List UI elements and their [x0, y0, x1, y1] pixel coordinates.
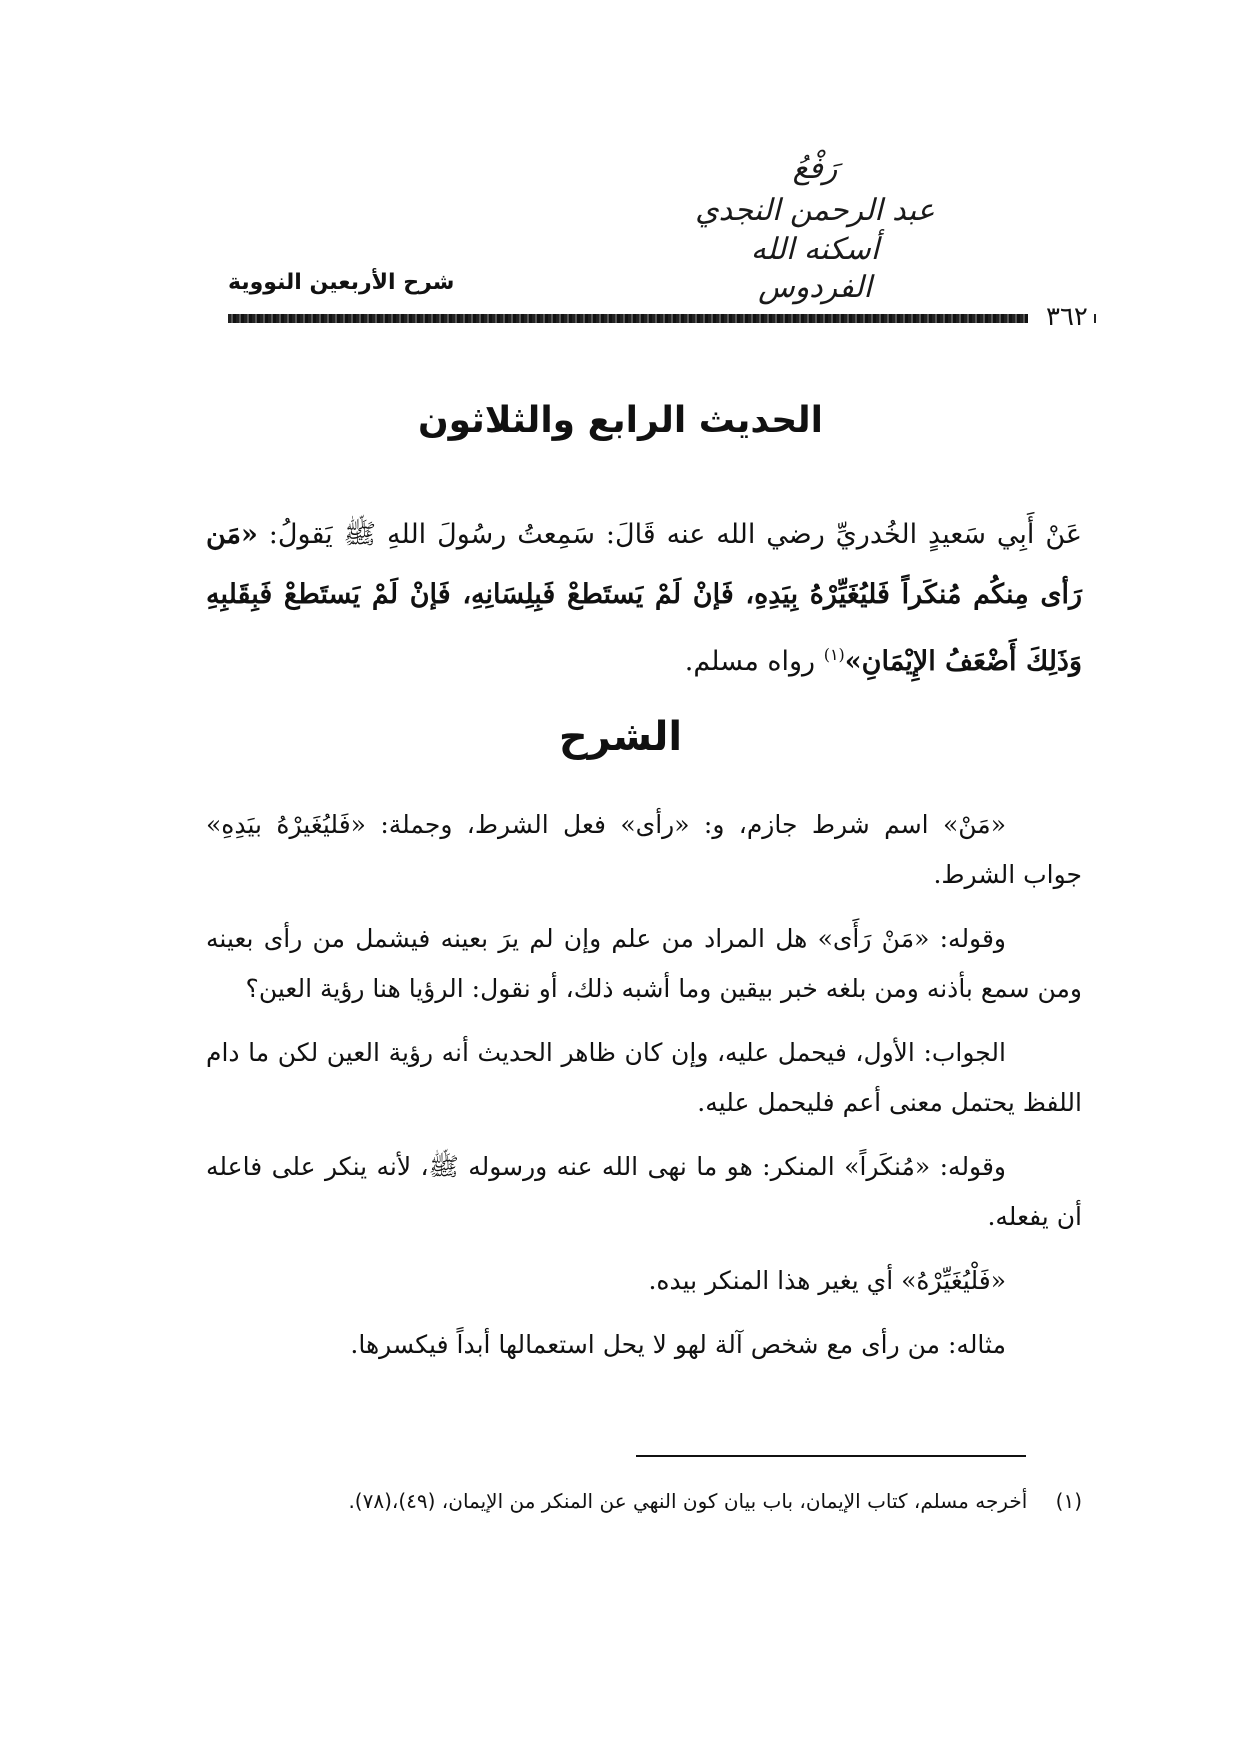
stamp-line-1: رَفْعُ [792, 151, 838, 186]
hadith-intro: عَنْ أَبِي سَعيدٍ الخُدريِّ رضي الله عنه قَالَ: سَمِعتُ رسُولَ اللهِ ﷺ يَقولُ: [268, 519, 1082, 550]
sharh-paragraph: وقوله: «مَنْ رَأَى» هل المراد من علم وإن لم يرَ بعينه فيشمل من رأى بعينه ومن سمع بأذنه ومن بلغه خبر بيقين وما أشبه ذلك، أو نقول: الرؤيا هنا رؤية العين؟ [206, 924, 1082, 1003]
sharh-paragraph: الجواب: الأول، فيحمل عليه، وإن كان ظاهر الحديث أنه رؤية العين لكن ما دام اللفظ يحتمل معنى أعم فليحمل عليه. [206, 1038, 1082, 1117]
sharh-paragraph: وقوله: «مُنكَراً» المنكر: هو ما نهى الله عنه ورسوله ﷺ، لأنه ينكر على فاعله أن يفعله. [206, 1152, 1082, 1231]
sharh-paragraph: «فَلْيُغَيِّرْهُ» أي يغير هذا المنكر بيده. [648, 1266, 1006, 1295]
hadith-narrator: رواه مسلم. [684, 646, 816, 677]
owner-stamp [690, 150, 940, 306]
hadith-title: الحديث الرابع والثلاثون [417, 400, 824, 441]
footnote [206, 1486, 1082, 1516]
header-rule [228, 314, 1028, 323]
sharh-paragraph: مثاله: من رأى مع شخص آلة لهو لا يحل استعمالها أبداً فيكسرها. [350, 1330, 1006, 1359]
footnote-reference[interactable]: (١) [823, 645, 845, 664]
running-head-title: شرح الأربعين النووية [228, 270, 455, 295]
sharh-body [206, 800, 1082, 1384]
stamp-line-3: أسكنه الله الفردوس [750, 232, 880, 305]
hadith-text [206, 505, 1082, 692]
footnote-text: أخرجه مسلم، كتاب الإيمان، باب بيان كون النهي عن المنكر من الإيمان، (٤٩)،(٧٨). [348, 1489, 1028, 1513]
page-number: ٣٦٢ [1040, 302, 1094, 332]
hadith-quote: «مَن رَأى مِنكُم مُنكَراً فَليُغَيِّرْهُ بِيَدِهِ، فَإنْ لَمْ يَستَطعْ فَبِلِسَانِهِ، فَإنْ لَمْ يَستَطعْ فَبِقَلبِهِ وَذَلِكَ أَضْعَفُ الإِيْمَانِ» [206, 519, 1082, 677]
sharh-paragraph: «مَنْ» اسم شرط جازم، و: «رأى» فعل الشرط، وجملة: «فَليُغَيرْهُ بيَدِهِ» جواب الشرط. [206, 810, 1082, 889]
footnote-number: (١) [1055, 1489, 1082, 1513]
sharh-title: الشرح [558, 714, 683, 760]
stamp-line-2: عبد الرحمن النجدي [695, 192, 935, 228]
footnote-rule [636, 1455, 1026, 1457]
